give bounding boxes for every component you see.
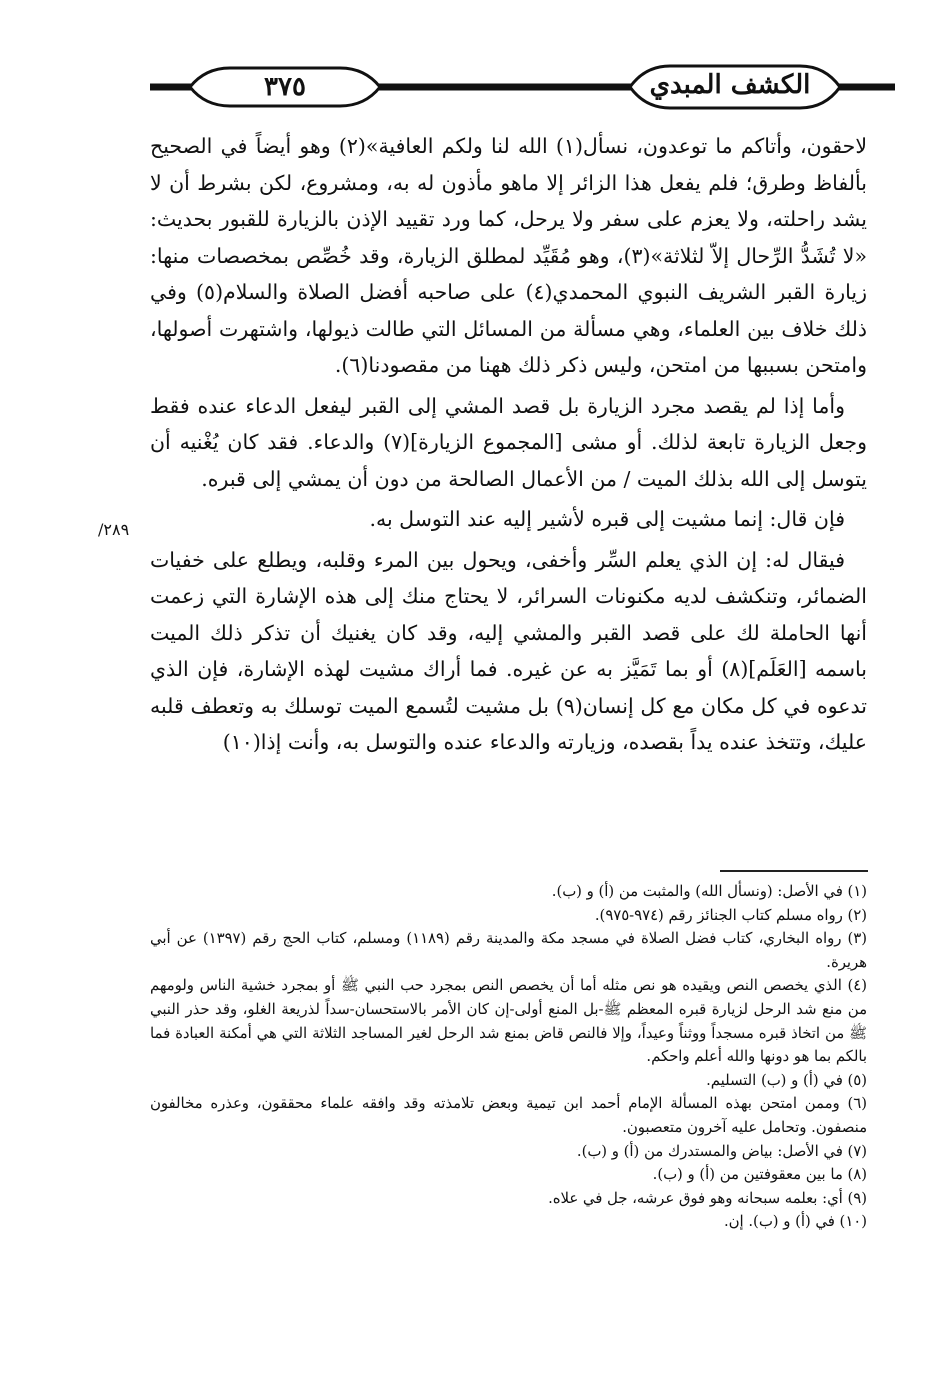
- book-title: الكشف المبدي: [649, 70, 811, 100]
- page-number: ٣٧٥: [264, 72, 306, 102]
- footnote: (٧) في الأصل: بياض والمستدرك من (أ) و (ب).: [576, 1142, 867, 1160]
- footnote: (١) في الأصل: (ونسأل الله) والمثبت من (أ) و (ب).: [551, 883, 867, 900]
- footnote-separator: [720, 870, 868, 872]
- main-text: [150, 128, 867, 765]
- footnote: (٨) ما بين معقوفتين من (أ) و (ب).: [652, 1166, 867, 1184]
- margin-page-reference: ٢٨٩/: [98, 520, 130, 539]
- paragraph: فإن قال: إنما مشيت إلى قبره لأشير إليه عند التوسل به.: [369, 507, 845, 531]
- page-header: [150, 58, 895, 118]
- footnote: (٤) الذي يخصص النص ويقيده هو نص مثله أما أن يخصص النص بمجرد حب النبي ﷺ أو بمجرد خشية الناس ولومهم من منع شد الرحل لزيارة قبره المعظم ﷺ-بل المنع أولى-إن كان الأمر بالاستحسان-سداً لذريعة الغلو، وقد حذر النبي ﷺ من اتخاذ قبره مسجداً ووثناً وعيداً، وإلا فالنص قاض بمنع شد الرحل لغير المساجد الثلاثة التي هي أمكنة العبادة فما بالكم بما هو دونها والله أعلم واحكم.: [150, 977, 867, 1066]
- footnote: (١٠) في (أ) و (ب). إن.: [723, 1213, 867, 1231]
- footnote: (٥) في (أ) و (ب) التسليم.: [706, 1071, 867, 1089]
- paragraph: فيقال له: إن الذي يعلم السِّر وأخفى، ويحول بين المرء وقلبه، ويطلع على خفيات الضمائر، وتنكشف لديه مكنونات السرائر، لا يحتاج منك إلى هذه الإشارة التي زعمت أنها الحاملة لك على قصد القبر والمشي إليه، وقد كان يغنيك أن تذكر ذلك الميت باسمه [العَلَم](٨) أو بما تَمَيَّز به عن غيره. فما أراك مشيت لهذه الإشارة، فإن الذي تدعوه في كل مكان مع كل إنسان(٩) بل مشيت لتُسمع الميت توسلك به وتعطف قلبه عليك، وتتخذ عنده يداً بقصده، وزيارته والدعاء عنده والتوسل به، وأنت إذا(١٠): [150, 547, 868, 754]
- paragraph: لاحقون، وأتاكم ما توعدون، نسأل(١) الله لنا ولكم العافية»(٢) وهو أيضاً في الصحيح بألفاظ وطرق؛ فلم يفعل هذا الزائر إلا ماهو مأذون له به، ومشروع، لكن بشرط أن لا يشد راحلته، ولا يعزم على سفر ولا يرحل، كما ورد تقييد الإذن بالزيارة للقبور بحديث: «لا تُشَدُّ الرِّحال إلاّ لثلاثة»(٣)، وهو مُقَيِّد لمطلق الزيارة، وقد خُصِّص بمخصصات منها: زيارة القبر الشريف النبوي المحمدي(٤) على صاحبه أفضل الصلاة والسلام(٥) وفي ذلك خلاف بين العلماء، وهي مسألة من المسائل التي طالت ذيولها، واشتهرت أصولها، وامتحن بسببها من امتحن، وليس ذكر ذلك ههنا من مقصودنا(٦).: [150, 134, 868, 377]
- paragraph: وأما إذا لم يقصد مجرد الزيارة بل قصد المشي إلى القبر ليفعل الدعاء عنده فقط وجعل الزيارة تابعة لذلك. أو مشى [المجموع الزيارة](٧) والدعاء. فقد كان يُغْنيه أن يتوسل إلى الله بذلك الميت / من الأعمال الصالحة من دون أن يمشي إلى قبره.: [150, 393, 867, 491]
- footnote: (٩) أي: بعلمه سبحانه وهو فوق عرشه، جل في علاه.: [548, 1189, 867, 1207]
- footnotes: [150, 880, 867, 1234]
- footnote: (٢) رواه مسلم كتاب الجنائز رقم (٩٧٤-٩٧٥).: [594, 906, 867, 924]
- footnote: (٦) وممن امتحن بهذه المسألة الإمام أحمد ابن تيمية وبعض تلامذته وقد وافقه علماء محققون، وعذره مخالفون منصفون. وتحامل عليه آخرون متعصبون.: [150, 1095, 867, 1136]
- footnote: (٣) رواه البخاري، كتاب فضل الصلاة في مسجد مكة والمدينة رقم (١١٨٩) ومسلم، كتاب الحج رقم (١٣٩٧) عن أبي هريرة.: [150, 930, 867, 971]
